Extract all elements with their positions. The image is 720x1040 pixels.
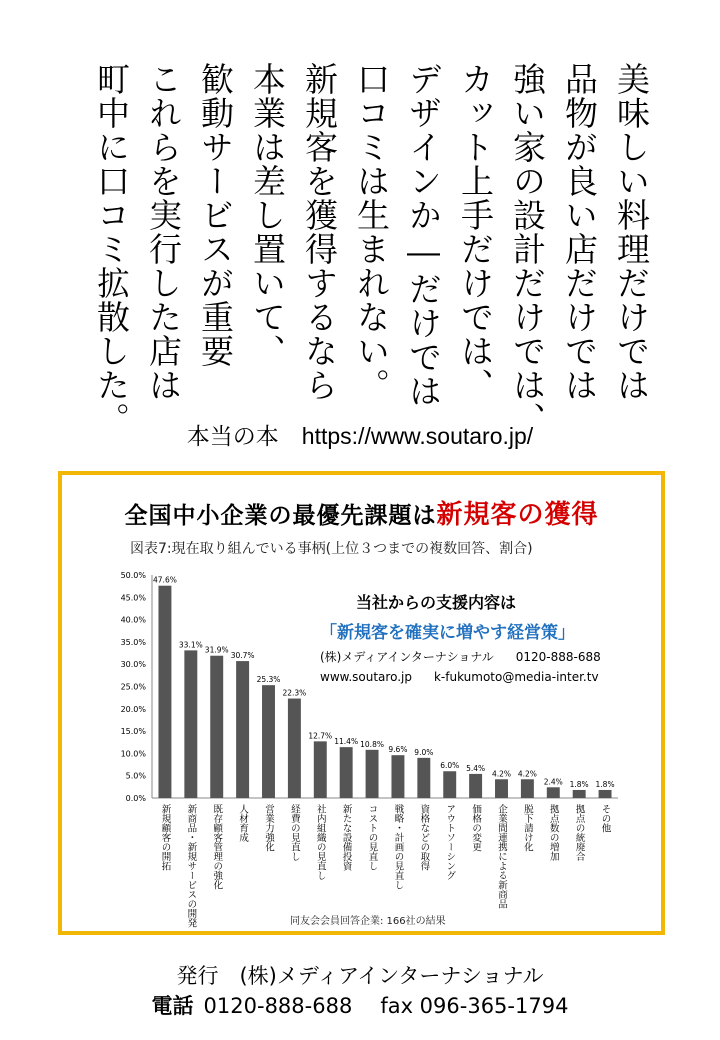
bar-value-label: 9.0% [414, 747, 434, 757]
bar-value-label: 4.2% [491, 769, 512, 779]
bar-value-label: 33.1% [178, 640, 203, 650]
poem-line: 口コミは生まれない。 [352, 62, 391, 402]
y-tick-label: 50.0% [120, 571, 146, 580]
x-category-label: 新たな設備投資 [340, 804, 352, 871]
x-category-label: コストの見直し [366, 804, 378, 871]
chart-headline-prefix: 全国中小企業の最優先課題は [124, 503, 437, 529]
support-email[interactable]: k-fukumoto@media-inter.tv [433, 670, 599, 684]
x-category-label: 社内組織の見直し [314, 804, 326, 880]
x-category-label: アウトソーシング [444, 804, 456, 880]
bar [288, 699, 301, 798]
bar-value-label: 4.2% [517, 769, 537, 779]
support-heading: 当社からの支援内容は [356, 593, 517, 612]
x-category-label: 企業間連携による新商品 [496, 804, 507, 909]
poem-line: 町中に口コミ拡散した。 [92, 62, 131, 436]
bar [184, 650, 197, 798]
phone-label: 電話 [151, 994, 194, 1018]
poem-line: デザインか―だけでは [404, 62, 443, 408]
y-tick-label: 45.0% [120, 593, 146, 603]
bar [158, 586, 171, 798]
y-tick-label: 30.0% [120, 660, 146, 670]
x-category-label: 人材育成 [237, 804, 249, 842]
support-web-line [320, 670, 621, 684]
poem-line: 新規客を獲得するなら [300, 62, 339, 402]
x-category-label: 戦略・計画の見直し [392, 804, 404, 890]
bar [391, 755, 404, 798]
bar [573, 790, 586, 798]
bar-value-label: 22.3% [282, 688, 307, 698]
poem-line: 本業は差し置いて、 [248, 62, 287, 368]
fax-number: fax 096-365-1794 [380, 994, 569, 1018]
chart-subtitle: 図表7:現在取り組んでいる事柄(上位３つまでの複数回答、割合) [130, 541, 533, 557]
bar [495, 779, 508, 798]
x-category-label: 経費の見直し [288, 804, 300, 861]
x-category-label: 拠点数の増加 [547, 804, 559, 861]
book-caption: 本当の本 https://www.soutaro.jp/ [186, 423, 534, 449]
phone-number: 0120-888-688 [203, 994, 353, 1018]
bar [417, 758, 430, 798]
support-website[interactable]: www.soutaro.jp [320, 670, 412, 684]
bar [210, 656, 223, 798]
support-phone: 0120-888-688 [515, 650, 601, 664]
poem-line: カット上手だけでは、 [456, 62, 495, 402]
y-tick-label: 40.0% [120, 615, 146, 625]
chart-headline-accent: 新規客の獲得 [436, 500, 599, 530]
y-tick-label: 5.0% [125, 771, 146, 781]
bar-value-label: 31.9% [204, 645, 229, 655]
x-category-label: 脱下請け化 [521, 804, 533, 852]
bar-value-label: 9.6% [388, 745, 408, 755]
poem-line: これらを実行した店は [144, 62, 183, 402]
x-category-label: 営業力強化 [263, 804, 274, 852]
bar [340, 747, 353, 798]
bar-value-label: 12.7% [308, 731, 333, 741]
support-contact-line [320, 648, 623, 665]
x-category-label: 新商品・新規サービスの開発 [185, 804, 197, 928]
bar-value-label: 1.8% [569, 779, 589, 789]
bar [521, 779, 534, 798]
bar [366, 750, 379, 798]
bar [262, 685, 275, 798]
y-tick-label: 35.0% [120, 637, 146, 647]
poem-line: 歓動サービスが重要 [196, 62, 235, 368]
y-tick-label: 15.0% [120, 727, 146, 737]
y-tick-label: 20.0% [120, 704, 146, 714]
x-category-label: その他 [599, 804, 611, 833]
poem-line: 強い家の設計だけでは、 [508, 62, 547, 436]
support-company: (株)メディアインターナショナル [320, 650, 494, 664]
bar [469, 774, 482, 798]
y-tick-label: 10.0% [120, 749, 146, 759]
bar [236, 661, 249, 798]
y-tick-label: 25.0% [120, 682, 146, 692]
chart-note: 同友会会員回答企業: 166社の結果 [290, 916, 446, 927]
poem-line: 品物が良い店だけでは [560, 62, 599, 402]
x-category-label: 拠点の統廃合 [573, 804, 585, 861]
bar [443, 771, 456, 798]
bar [547, 787, 560, 798]
bar [599, 790, 612, 798]
phone-line [0, 990, 720, 1020]
bar-value-label: 2.4% [543, 777, 563, 787]
publisher-line: 発行 (株)メディアインターナショナル [176, 964, 544, 988]
x-category-label: 価格の変更 [470, 804, 482, 852]
y-tick-label: 0.0% [125, 794, 146, 803]
bar-value-label: 6.0% [440, 761, 460, 771]
support-headline: 「新規客を確実に増やす経営策」 [320, 623, 575, 643]
bar-value-label: 5.4% [466, 763, 486, 773]
x-category-label: 資格などの取得 [418, 804, 430, 871]
bar-value-label: 11.4% [334, 737, 359, 747]
bar [314, 741, 327, 798]
x-category-label: 既存顧客管理の強化 [211, 804, 223, 890]
poem-line: 美味しい料理だけでは [612, 62, 651, 402]
x-category-label: 新規顧客の開拓 [159, 804, 171, 871]
bar-value-label: 10.8% [360, 739, 384, 749]
bar-value-label: 30.7% [230, 651, 255, 661]
bar-value-label: 1.8% [595, 779, 615, 789]
bar-value-label: 25.3% [256, 675, 281, 685]
bar-value-label: 47.6% [153, 575, 177, 585]
